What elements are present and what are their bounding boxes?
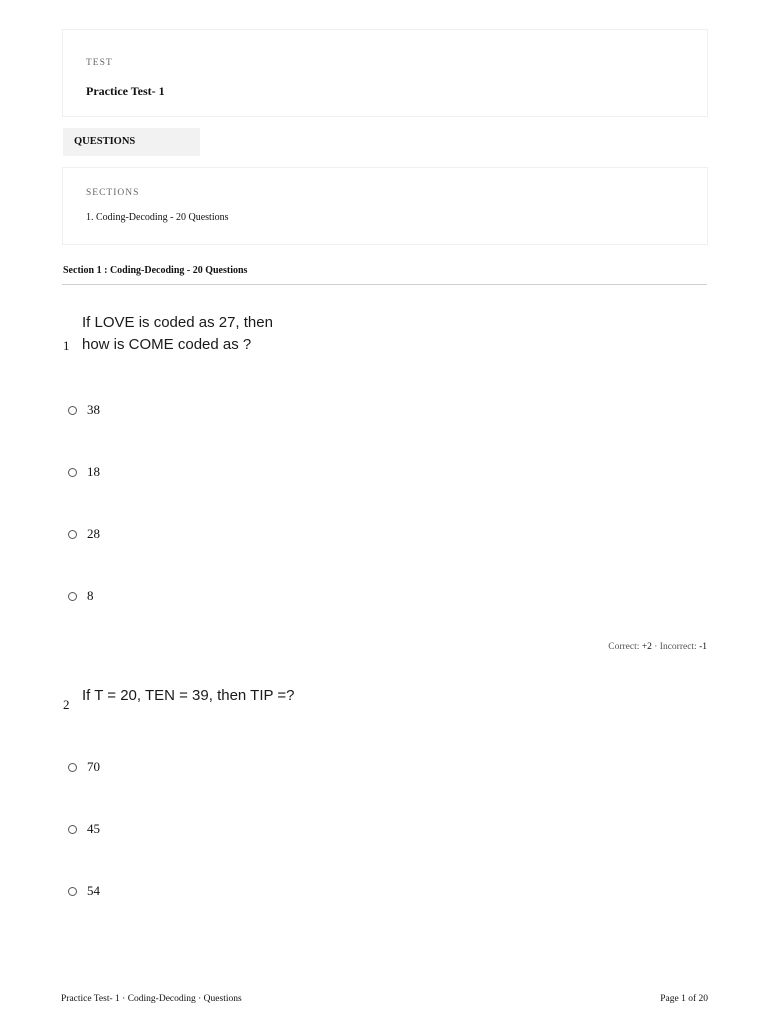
marks-separator: · [651,642,660,652]
option-label: 18 [87,464,100,479]
radio-button[interactable] [68,825,77,834]
question-number: 2 [63,697,70,712]
test-caption: TEST [86,58,113,68]
incorrect-value: -1 [699,642,707,652]
option-label: 45 [87,821,100,836]
question-text [82,685,295,707]
option-label: 28 [87,526,100,541]
page-indicator: Page 1 of 20 [660,994,708,1004]
section-divider [62,284,707,285]
answer-option[interactable] [68,821,100,837]
question-text-line: If LOVE is coded as 27, then [82,314,273,331]
answer-option[interactable] [68,759,100,775]
option-label: 8 [87,588,94,603]
answer-option[interactable] [68,464,100,480]
answer-option[interactable] [68,588,94,604]
marking-scheme [608,642,707,652]
radio-button[interactable] [68,887,77,896]
test-info-card [62,29,708,117]
incorrect-label: Incorrect: [659,642,700,652]
footer-breadcrumb: Practice Test- 1 · Coding-Decoding · Questions [61,994,242,1004]
radio-button[interactable] [68,763,77,772]
section-header: Section 1 : Coding-Decoding - 20 Questions [63,265,248,276]
sections-caption: SECTIONS [86,188,140,198]
radio-button[interactable] [68,406,77,415]
radio-button[interactable] [68,468,77,477]
option-label: 54 [87,883,100,898]
sections-card [62,167,708,245]
question-text [82,312,273,356]
option-label: 70 [87,759,100,774]
radio-button[interactable] [68,592,77,601]
answer-option[interactable] [68,402,100,418]
question-number: 1 [63,338,70,353]
section-link-1[interactable]: 1. Coding-Decoding - 20 Questions [86,212,229,223]
test-title: Practice Test- 1 [86,84,165,98]
option-label: 38 [87,402,100,417]
tab-questions[interactable]: QUESTIONS [63,128,200,156]
answer-option[interactable] [68,526,100,542]
question-text-line: how is COME coded as ? [82,336,252,353]
question-text-line: If T = 20, TEN = 39, then TIP =? [82,687,295,704]
correct-value: +2 [641,642,652,652]
radio-button[interactable] [68,530,77,539]
correct-label: Correct: [608,642,642,652]
answer-option[interactable] [68,883,100,899]
